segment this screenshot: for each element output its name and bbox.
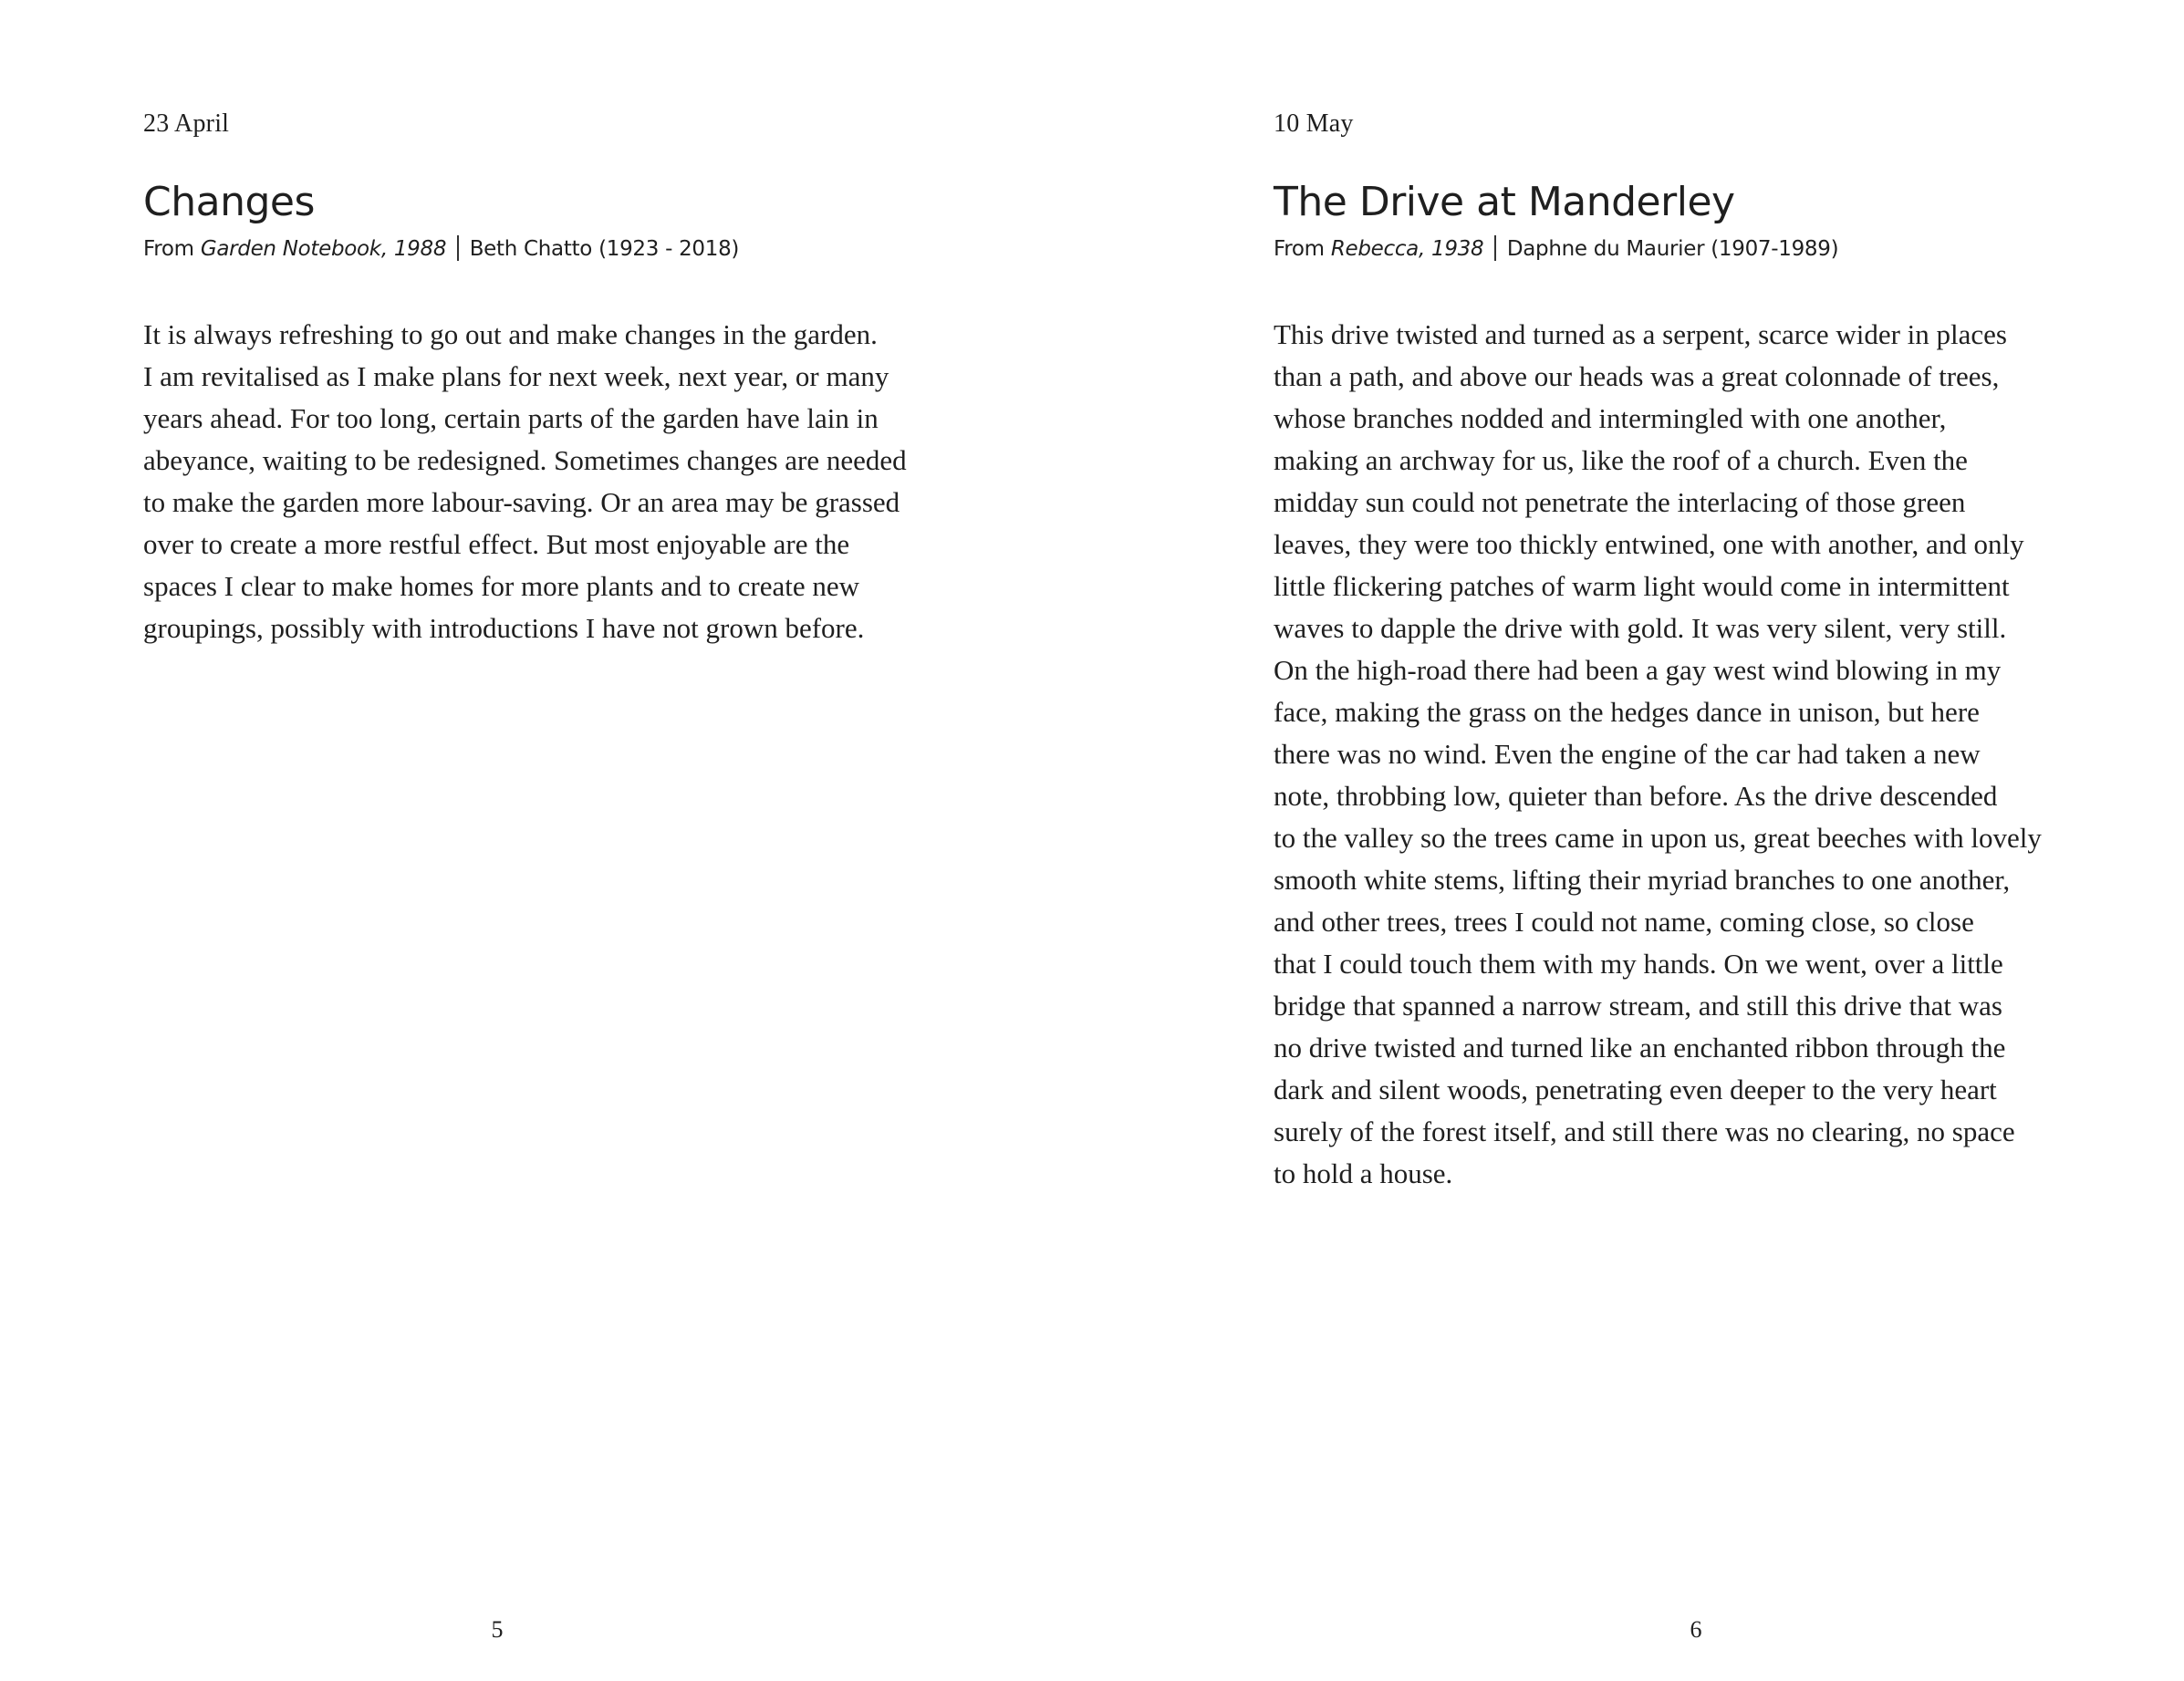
body-line: leaves, they were too thickly entwined, one with another, and only bbox=[1274, 528, 2024, 560]
source-work: Rebecca, 1938 bbox=[1330, 237, 1484, 261]
source-divider bbox=[1494, 235, 1496, 261]
body-line: to hold a house. bbox=[1274, 1157, 1453, 1189]
body-line: and other trees, trees I could not name, coming close, so close bbox=[1274, 906, 1974, 938]
body-line: abeyance, waiting to be redesigned. Sometimes changes are needed bbox=[143, 444, 907, 476]
entry-date: 23 April bbox=[143, 109, 230, 138]
body-line: It is always refreshing to go out and make changes in the garden. bbox=[143, 318, 878, 350]
body-line: there was no wind. Even the engine of the car had taken a new bbox=[1274, 738, 1981, 770]
body-line: On the high-road there had been a gay west wind blowing in my bbox=[1274, 654, 2002, 686]
entry-date: 10 May bbox=[1274, 109, 1354, 138]
page-number: 5 bbox=[491, 1616, 504, 1643]
entry-body bbox=[143, 314, 907, 649]
body-line: to the valley so the trees came in upon us, great beeches with lovely bbox=[1274, 822, 2042, 854]
body-line: note, throbbing low, quieter than before. As the drive descended bbox=[1274, 780, 1998, 812]
entry-source bbox=[1274, 235, 1838, 263]
body-line: I am revitalised as I make plans for next week, next year, or many bbox=[143, 360, 889, 392]
page-number: 6 bbox=[1690, 1616, 1702, 1643]
body-line: waves to dapple the drive with gold. It was very silent, very still. bbox=[1274, 612, 2007, 644]
body-line: that I could touch them with my hands. On we went, over a little bbox=[1274, 948, 2003, 980]
body-line: than a path, and above our heads was a great colonnade of trees, bbox=[1274, 360, 2000, 392]
body-line: face, making the grass on the hedges dance in unison, but here bbox=[1274, 696, 1980, 728]
entry-title: Changes bbox=[143, 179, 315, 225]
body-line: over to create a more restful effect. But most enjoyable are the bbox=[143, 528, 850, 560]
body-line: no drive twisted and turned like an enchanted ribbon through the bbox=[1274, 1032, 2006, 1064]
entry-body bbox=[1274, 314, 2042, 1195]
body-line: little flickering patches of warm light would come in intermittent bbox=[1274, 570, 2010, 602]
right-page bbox=[1092, 0, 2184, 1681]
body-line: bridge that spanned a narrow stream, and still this drive that was bbox=[1274, 990, 2002, 1022]
source-divider bbox=[457, 235, 459, 261]
source-prefix: From bbox=[143, 237, 194, 261]
body-line: smooth white stems, lifting their myriad branches to one another, bbox=[1274, 864, 2011, 896]
source-author: Daphne du Maurier (1907-1989) bbox=[1506, 237, 1839, 261]
body-line: to make the garden more labour-saving. Or an area may be grassed bbox=[143, 486, 900, 518]
entry-source bbox=[143, 235, 739, 263]
entry-title: The Drive at Manderley bbox=[1274, 179, 1735, 225]
body-line: midday sun could not penetrate the interlacing of those green bbox=[1274, 486, 1966, 518]
body-line: surely of the forest itself, and still there was no clearing, no space bbox=[1274, 1115, 2015, 1147]
body-line: dark and silent woods, penetrating even deeper to the very heart bbox=[1274, 1074, 1997, 1105]
source-work: Garden Notebook, 1988 bbox=[200, 237, 447, 261]
body-line: whose branches nodded and intermingled with one another, bbox=[1274, 402, 1947, 434]
body-line: years ahead. For too long, certain parts of the garden have lain in bbox=[143, 402, 879, 434]
body-line: making an archway for us, like the roof of a church. Even the bbox=[1274, 444, 1968, 476]
body-line: groupings, possibly with introductions I have not grown before. bbox=[143, 612, 865, 644]
body-line: spaces I clear to make homes for more plants and to create new bbox=[143, 570, 860, 602]
body-line: This drive twisted and turned as a serpent, scarce wider in places bbox=[1274, 318, 2007, 350]
source-prefix: From bbox=[1274, 237, 1325, 261]
source-author: Beth Chatto (1923 - 2018) bbox=[469, 237, 740, 261]
